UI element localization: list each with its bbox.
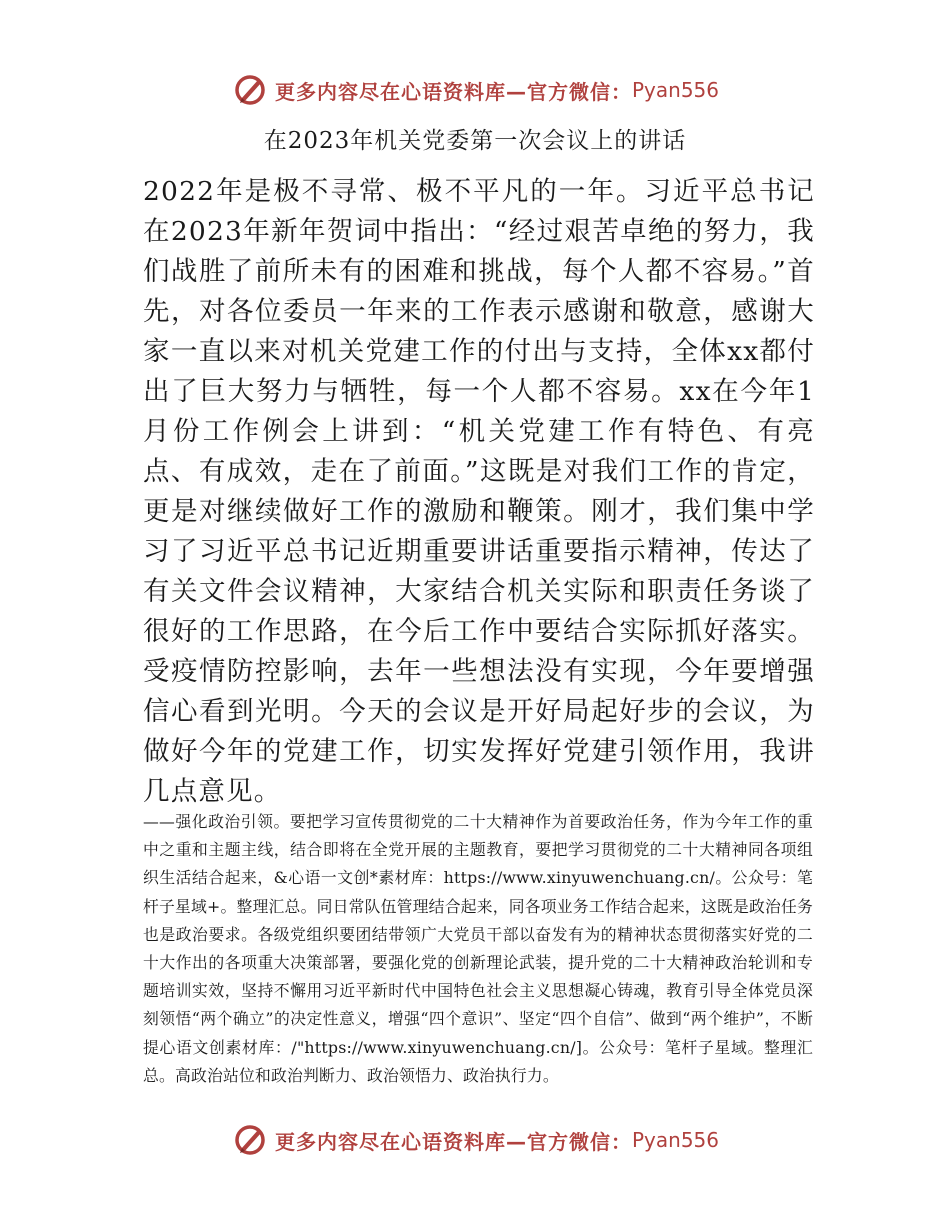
document-title: 在2023年机关党委第一次会议上的讲话 [263, 128, 687, 154]
banner-text: 更多内容尽在心语资料库—官方微信： [274, 79, 632, 104]
banner-handle: Pyan556 [631, 1128, 719, 1152]
pen-logo-icon [231, 1121, 269, 1159]
banner-handle: Pyan556 [631, 78, 719, 102]
pen-logo-icon [231, 71, 269, 109]
footer-banner [0, 1118, 950, 1162]
detail-paragraph: ——强化政治引领。要把学习宣传贯彻党的二十大精神作为首要政治任务，作为今年工作的重中之重和主题主线，结合即将在全党开展的主题教育，要把学习贯彻党的二十大精神同各项组织生活结合起来，&心语一文创*素材库：https://www.xinyuwenchuang.cn/。公众号：笔杆子星域+。整理汇总。同日常队伍管理结合起来，同各项业务工作结合起来，这既是政治任务也是政治要求。各级党组织要团结带领广大党员干部以奋发有为的精神状态贯彻落实好党的二十大作出的各项重大决策部署，要强化党的创新理论武装，提升党的二十大精神政治轮训和专题培训实效，坚持不懈用习近平新时代中国特色社会主义思想凝心铸魂，教育引导全体党员深刻领悟“两个确立”的决定性意义，增强“四个意识”、坚定“四个自信”、做到“两个维护”，不断提心语文创素材库：/"https://www.xinyuwenchuang.cn/]。公众号：笔杆子星域。整理汇总。高政治站位和政治判断力、政治领悟力、政治执行力。 [143, 812, 813, 1085]
banner-text: 更多内容尽在心语资料库—官方微信： [274, 1129, 632, 1154]
main-paragraph: 2022年是极不寻常、极不平凡的一年。习近平总书记在2023年新年贺词中指出：“经过艰苦卓绝的努力，我们战胜了前所未有的困难和挑战，每个人都不容易。”首先，对各位委员一年来的工作表示感谢和敬意，感谢大家一直以来对机关党建工作的付出与支持，全体xx都付出了巨大努力与牺牲，每一个人都不容易。xx在今年1月份工作例会上讲到：“机关党建工作有特色、有亮点、有成效，走在了前面。”这既是对我们工作的肯定，更是对继续做好工作的激励和鞭策。刚才，我们集中学习了习近平总书记近期重要讲话重要指示精神，传达了有关文件会议精神，大家结合机关实际和职责任务谈了很好的工作思路，在今后工作中要结合实际抓好落实。受疫情防控影响，去年一些想法没有实现，今年要增强信心看到光明。今天的会议是开好局起好步的会议，为做好今年的党建工作，切实发挥好党建引领作用，我讲几点意见。 [143, 176, 815, 807]
header-banner [0, 68, 950, 112]
